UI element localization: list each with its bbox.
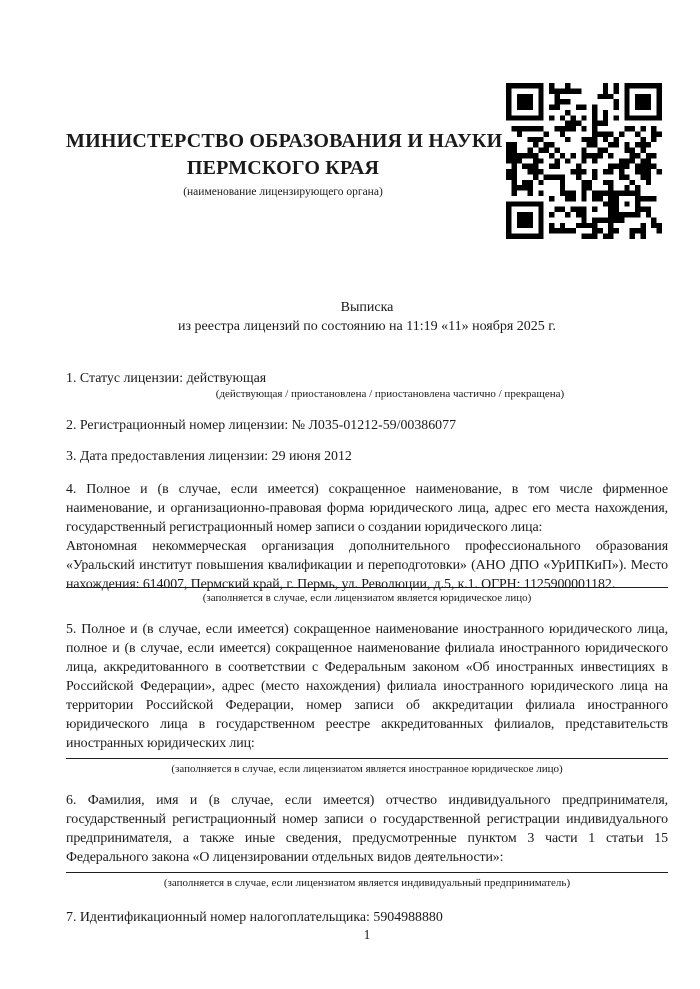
page-number: 1 bbox=[363, 927, 371, 942]
item-1-status-options-caption: (действующая / приостановлена / приостановлена частично / прекращена) bbox=[215, 388, 565, 400]
qr-code bbox=[506, 83, 662, 239]
item-7-taxpayer-id: 7. Идентификационный номер налогоплательщика: 5904988880 bbox=[66, 910, 443, 925]
title-subtitle: из реестра лицензий по состоянию на 11:19 «11» ноября 2025 г. bbox=[178, 318, 556, 334]
document-body bbox=[66, 369, 668, 927]
item-6-entrepreneur-question: 6. Фамилия, имя и (в случае, если имеется) отчество индивидуального предпринимателя, государственный регистрационный номер записи о государственной регистрации индивидуального предпринимателя, а также иные сведения, предусмотренные пунктом 3 части 1 статьи 15 Федерального закона «О лицензировании отдельных видов деятельности»: bbox=[66, 793, 668, 865]
item-1-license-status: 1. Статус лицензии: действующая bbox=[66, 371, 267, 386]
item-4-legal-entity-answer: Автономная некоммерческая организация дополнительного профессионального образования «Уральский институт повышения квалификации и переподготовки» (АНО ДПО «УрИПКиП»). Место нахождения: 614007, Пермский край, г. Пермь, ул. Революции, д.5, к.1. ОГРН: 1125900001182. bbox=[66, 539, 668, 592]
item-5-foreign-entity-question: 5. Полное и (в случае, если имеется) сокращенное наименование иностранного юридического лица, полное и (в случае, если имеется) сокращенное наименование филиала иностранного юридического лица, аккредитованного в соответствии с Федеральным законом «Об иностранных инвестициях в Российской Федерации», адрес (место нахождения) филиала иностранного юридического лица на территории Российской Федерации, номер записи об аккредитации филиала иностранного юридического лица в государственном реестре аккредитованных филиалов, представительств иностранных юридических лиц: bbox=[66, 622, 668, 751]
ministry-name-line2: ПЕРМСКОГО КРАЯ bbox=[186, 157, 380, 179]
item-4-caption: (заполняется в случае, если лицензиатом является юридическое лицо) bbox=[202, 592, 532, 604]
item-6-caption: (заполняется в случае, если лицензиатом является индивидуальный предприниматель) bbox=[163, 877, 571, 889]
item-2-registration-number: 2. Регистрационный номер лицензии: № Л035-01212-59/00386077 bbox=[66, 418, 457, 433]
ministry-name-line1: МИНИСТЕРСТВО ОБРАЗОВАНИЯ И НАУКИ bbox=[66, 130, 503, 152]
issuing-authority-header bbox=[66, 128, 503, 199]
document-title bbox=[66, 299, 668, 336]
item-5-caption: (заполняется в случае, если лицензиатом является иностранное юридическое лицо) bbox=[171, 763, 563, 775]
title-line: Выписка bbox=[340, 300, 394, 315]
item-4-legal-entity-question: 4. Полное и (в случае, если имеется) сокращенное наименование, в том числе фирменное наименование, и организационно-правовая форма юридического лица, адрес его места нахождения, государственный регистрационный номер записи о создании юридического лица: bbox=[66, 482, 668, 535]
item-3-grant-date: 3. Дата предоставления лицензии: 29 июня 2012 bbox=[66, 449, 352, 464]
ministry-caption: (наименование лицензирующего органа) bbox=[183, 186, 383, 198]
